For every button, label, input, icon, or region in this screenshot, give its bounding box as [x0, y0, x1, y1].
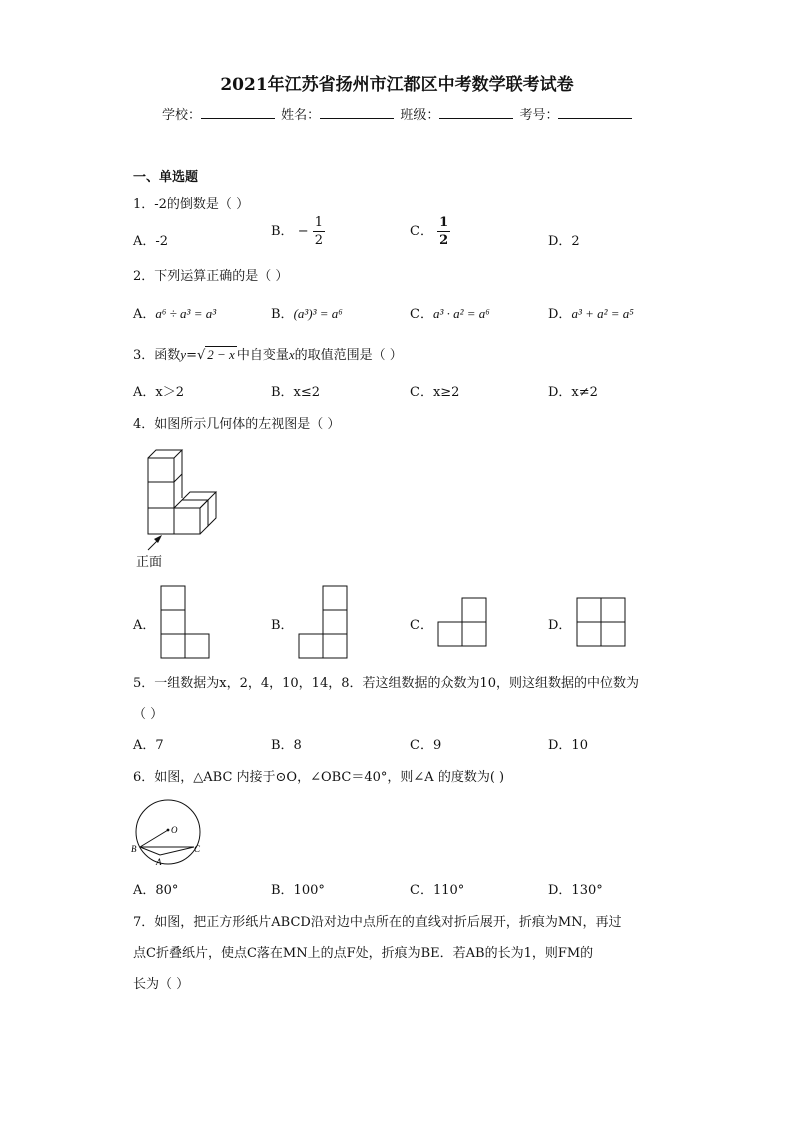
- q4-option-a-figure: [160, 585, 210, 659]
- q7-stem-line-2: 点C折叠纸片，使点C落在MN上的点F处，折痕为BE．若AB的长为1，则FM的: [133, 946, 594, 961]
- q2-option-a-expr: a⁶ ÷ a³ = a³: [155, 306, 217, 321]
- q5-option-c[interactable]: C．9: [410, 738, 442, 753]
- q6-label-c: C: [194, 844, 201, 854]
- q4-stem: 4．如图所示几何体的左视图是（ ）: [133, 417, 341, 432]
- q6-label-o: O: [171, 825, 178, 835]
- page-title: 2021年江苏省扬州市江都区中考数学联考试卷: [220, 75, 574, 95]
- q3-option-d[interactable]: D．x≠2: [548, 385, 598, 400]
- q4-option-d-figure: [576, 597, 626, 647]
- q3-option-a[interactable]: A．x＞2: [133, 385, 184, 400]
- name-blank[interactable]: [320, 106, 394, 119]
- q7-stem-line-1: 7．如图，把正方形纸片ABCD沿对边中点所在的直线对折后展开，折痕为MN，再过: [133, 915, 622, 930]
- q3-option-b[interactable]: B．x≤2: [271, 385, 321, 400]
- q2-option-c[interactable]: [410, 303, 490, 322]
- q3-radicand: 2 − x: [207, 347, 235, 362]
- exam-number-label: 考号：: [519, 108, 559, 123]
- q4-solid-figure: [140, 444, 230, 564]
- q2-option-d[interactable]: [548, 303, 634, 322]
- q2-option-b[interactable]: [271, 303, 343, 322]
- q1-option-d[interactable]: D．2: [548, 234, 580, 249]
- q1-option-c-fraction: [437, 216, 450, 247]
- q4-option-c[interactable]: C．: [410, 618, 433, 633]
- q1-stem: 1．-2的倒数是（ ）: [133, 197, 250, 212]
- q2-stem: 2．下列运算正确的是（ ）: [133, 269, 289, 284]
- q3-stem-middle: 中自变量: [236, 348, 289, 363]
- q4-front-label: 正面: [136, 555, 163, 570]
- q4-option-d[interactable]: D．: [548, 618, 572, 633]
- q5-option-b[interactable]: B．8: [271, 738, 302, 753]
- q6-label-b: B: [131, 844, 137, 854]
- q6-label-a: A: [156, 857, 162, 867]
- q3-stem: [133, 344, 403, 363]
- q4-option-b-figure: [298, 585, 348, 659]
- q1-option-c-denominator: 2: [439, 233, 449, 248]
- q6-option-a[interactable]: A．80°: [133, 883, 179, 898]
- q3-stem-suffix: 的取值范围是（ ）: [294, 348, 403, 363]
- q6-option-d[interactable]: D．130°: [548, 883, 603, 898]
- name-label: 姓名：: [281, 108, 321, 123]
- q6-circle-figure: [130, 795, 210, 875]
- q1-option-b[interactable]: [271, 216, 325, 247]
- q2-option-a[interactable]: [133, 303, 216, 322]
- q2-option-c-expr: a³ · a² = a⁶: [432, 306, 490, 321]
- q2-option-c-label: C．: [410, 307, 433, 322]
- q5-stem-blank: （ ）: [133, 707, 164, 722]
- q5-stem: 5．一组数据为x，2，4，10，14，8．若这组数据的众数为10，则这组数据的中位数为: [133, 676, 640, 691]
- q1-option-b-denominator: 2: [314, 233, 324, 248]
- q3-var-y: y: [180, 347, 187, 362]
- q1-option-a[interactable]: A．-2: [133, 234, 169, 249]
- class-label: 班级：: [400, 108, 440, 123]
- class-blank[interactable]: [439, 106, 513, 119]
- q4-option-b[interactable]: B．: [271, 618, 294, 633]
- q2-option-a-label: A．: [133, 307, 156, 322]
- q3-option-c[interactable]: C．x≥2: [410, 385, 460, 400]
- section-heading: 一、单选题: [133, 170, 199, 185]
- q1-option-b-fraction: [313, 216, 325, 247]
- q3-stem-prefix: 3．函数: [133, 348, 181, 363]
- q1-option-c-label: C．: [410, 224, 433, 239]
- q6-stem: 6．如图，△ABC 内接于⊙O，∠OBC＝40°，则∠A 的度数为( ): [133, 770, 505, 785]
- q3-var-x: x: [288, 347, 295, 362]
- exam-number-blank[interactable]: [558, 106, 632, 119]
- q7-stem-line-3: 长为（ ）: [133, 977, 190, 992]
- q1-option-b-label: B．: [271, 224, 294, 239]
- q2-option-d-label: D．: [548, 307, 572, 322]
- q6-option-b[interactable]: B．100°: [271, 883, 325, 898]
- q5-option-a[interactable]: A．7: [133, 738, 164, 753]
- q5-option-d[interactable]: D．10: [548, 738, 588, 753]
- school-label: 学校：: [162, 108, 202, 123]
- sqrt-icon: √: [196, 348, 206, 363]
- q2-option-d-expr: a³ + a² = a⁵: [571, 306, 634, 321]
- q2-option-b-label: B．: [271, 307, 294, 322]
- q1-option-c[interactable]: [410, 216, 450, 247]
- q6-option-c[interactable]: C．110°: [410, 883, 465, 898]
- q1-option-b-sign: −: [297, 224, 309, 239]
- q3-equals: =: [186, 348, 197, 363]
- student-info-line: [162, 104, 634, 123]
- q1-option-b-numerator: 1: [314, 215, 324, 230]
- q4-option-a[interactable]: A．: [133, 618, 156, 633]
- school-blank[interactable]: [201, 106, 275, 119]
- q4-option-c-figure: [437, 597, 487, 647]
- q2-option-b-expr: (a³)³ = a⁶: [293, 306, 343, 321]
- q1-option-c-numerator: 1: [439, 215, 449, 230]
